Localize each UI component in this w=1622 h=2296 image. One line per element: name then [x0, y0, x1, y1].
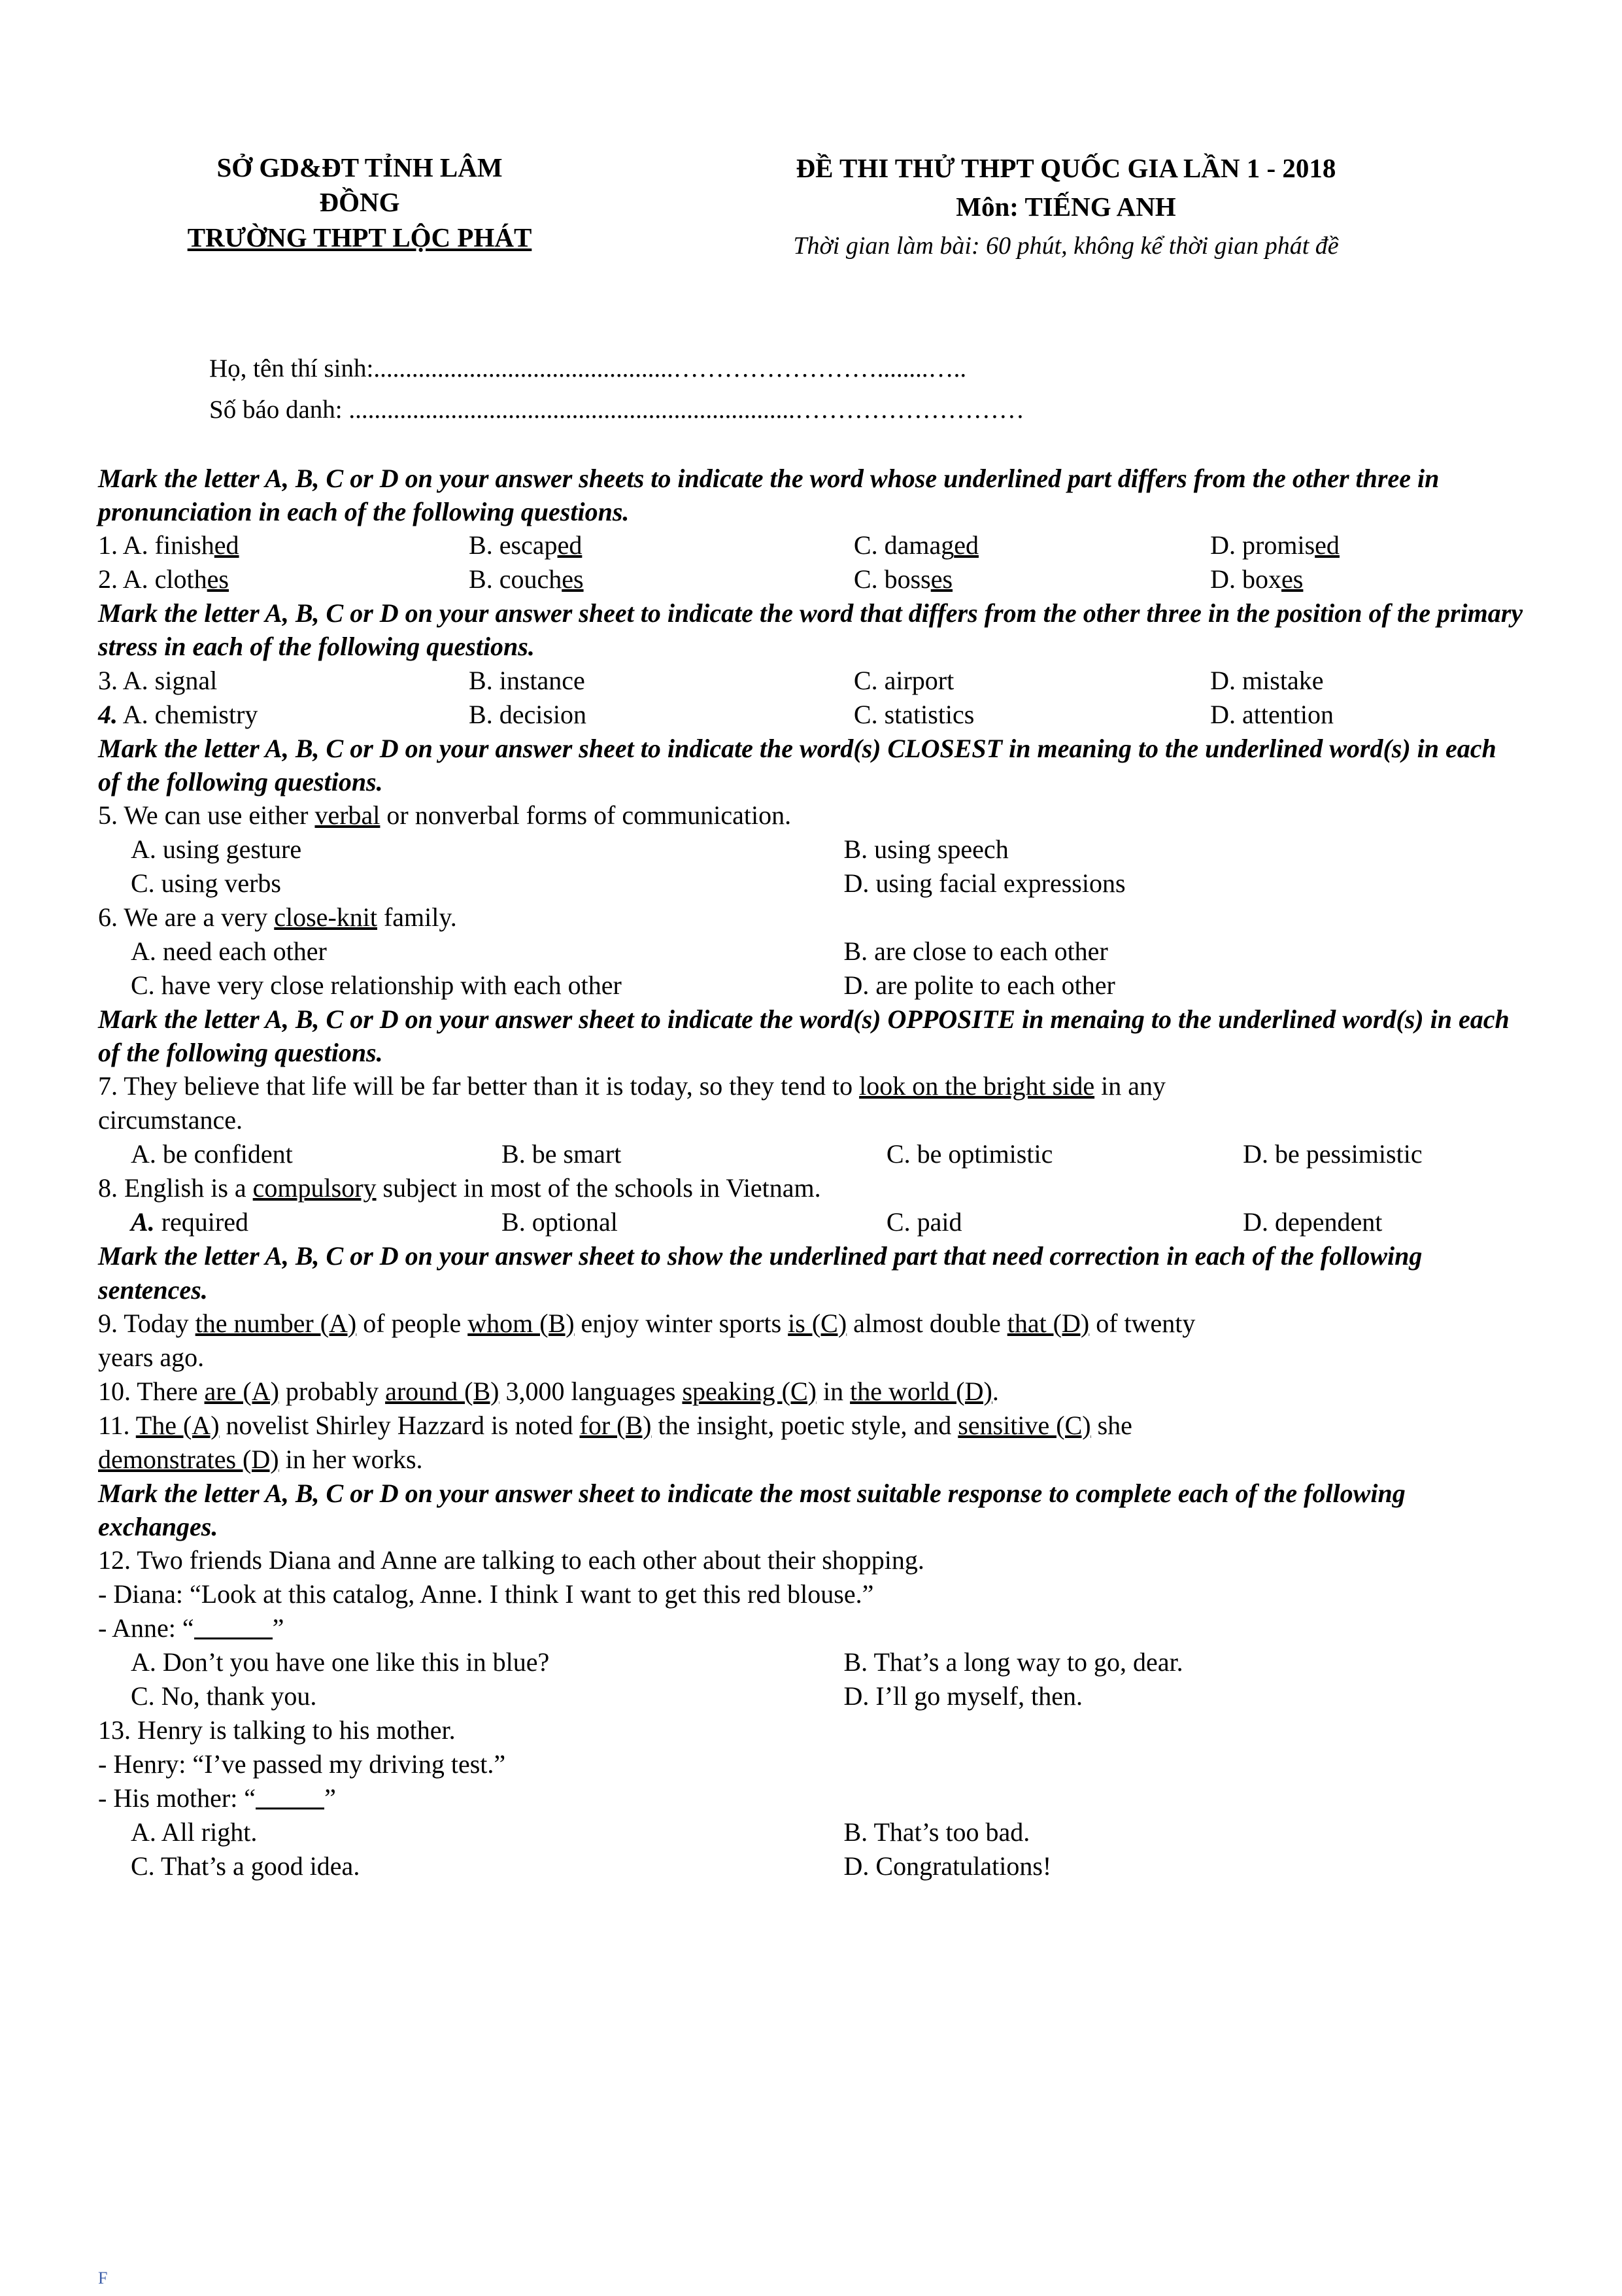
- question-5-stem: [98, 798, 1524, 832]
- q2-option-b[interactable]: [469, 562, 854, 596]
- q10-part4: in: [816, 1376, 851, 1406]
- q9-underline-a[interactable]: the number (A): [195, 1308, 357, 1338]
- q12-option-a[interactable]: A. Don’t you have one like this in blue?: [131, 1647, 550, 1677]
- instruction-exchanges: Mark the letter A, B, C or D on your answer sheet to indicate the most suitable response to complete each of the following exchanges.: [98, 1478, 1406, 1541]
- q1-d-text: D. promis: [1210, 530, 1315, 560]
- department-line2: ĐỒNG: [319, 187, 400, 218]
- question-12-options-row2: [98, 1679, 1557, 1713]
- q3-option-d[interactable]: D. mistake: [1210, 665, 1324, 695]
- q10-part1: 10. There: [98, 1376, 205, 1406]
- q9-underline-d[interactable]: that (D): [1007, 1308, 1090, 1338]
- instruction-stress: Mark the letter A, B, C or D on your answer sheet to indicate the word that differs from the other three in the position of the primary stress in each of the following questions.: [98, 598, 1523, 662]
- q1-c-underline: ed: [954, 530, 979, 560]
- q13-blank: [256, 1808, 324, 1809]
- q2-b-underline: es: [562, 564, 584, 594]
- question-12-line1: - Diana: “Look at this catalog, Anne. I think I want to get this red blouse.”: [98, 1579, 874, 1609]
- q8-option-a[interactable]: [131, 1205, 501, 1239]
- question-6-options-row2: [98, 968, 1557, 1002]
- question-11: [98, 1409, 1524, 1443]
- header-left-block: [98, 150, 608, 255]
- question-8-options: [98, 1205, 1557, 1239]
- question-13-line2: [98, 1781, 1524, 1815]
- q11-underline-c[interactable]: sensitive (C): [958, 1410, 1091, 1440]
- q2-option-c[interactable]: [854, 562, 1210, 596]
- question-7-stem: [98, 1069, 1524, 1103]
- q7-stem-post: in any: [1094, 1071, 1166, 1101]
- q11-part4: she: [1090, 1410, 1132, 1440]
- question-10: [98, 1375, 1524, 1409]
- q1-option-d[interactable]: [1210, 528, 1524, 562]
- school-name: TRƯỜNG THPT LỘC PHÁT: [187, 222, 532, 252]
- question-7-options: [98, 1137, 1557, 1171]
- q12-speaker: - Anne: “: [98, 1613, 194, 1643]
- q8-stem-pre: 8. English is a: [98, 1173, 253, 1203]
- exam-duration: Thời gian làm bài: 60 phút, không kể thời gian phát đề: [793, 232, 1339, 260]
- q12-blank: [194, 1637, 273, 1639]
- q3-option-a[interactable]: 3. A. signal: [98, 665, 218, 695]
- q2-option-d[interactable]: [1210, 562, 1524, 596]
- q6-option-b[interactable]: B. are close to each other: [843, 936, 1108, 967]
- page-bottom-mark: F: [98, 2269, 108, 2287]
- q7-stem-pre: 7. They believe that life will be far better than it is today, so they tend to: [98, 1071, 860, 1101]
- q12-option-c[interactable]: C. No, thank you.: [131, 1681, 317, 1711]
- q5-option-d[interactable]: D. using facial expressions: [843, 868, 1126, 899]
- exam-title: ĐỀ THI THỬ THPT QUỐC GIA LẦN 1 - 2018: [796, 153, 1336, 183]
- q8-stem-post: subject in most of the schools in Vietnam.: [376, 1173, 821, 1203]
- q6-option-a[interactable]: A. need each other: [131, 936, 327, 967]
- question-3: [98, 664, 1524, 698]
- q12-quote-close: ”: [272, 1613, 284, 1643]
- document-header: [98, 150, 1524, 263]
- q4-option-c[interactable]: C. statistics: [853, 699, 975, 729]
- q3-option-b[interactable]: B. instance: [469, 665, 585, 695]
- candidate-info: [98, 348, 1524, 430]
- q13-option-c[interactable]: C. That’s a good idea.: [131, 1851, 360, 1881]
- q8-option-d[interactable]: D. dependent: [1243, 1207, 1383, 1237]
- question-2: [98, 562, 1524, 596]
- q12-option-b[interactable]: B. That’s a long way to go, dear.: [843, 1647, 1183, 1677]
- q9-part1: 9. Today: [98, 1308, 195, 1338]
- question-7-stem-line2: circumstance.: [98, 1105, 243, 1135]
- q9-part2: of people: [356, 1308, 468, 1338]
- q7-option-b[interactable]: B. be smart: [501, 1139, 622, 1169]
- question-13-stem: 13. Henry is talking to his mother.: [98, 1715, 456, 1745]
- q9-part5: of twenty: [1089, 1308, 1196, 1338]
- q11-part2: novelist Shirley Hazzard is noted: [219, 1410, 580, 1440]
- q9-underline-b[interactable]: whom (B): [467, 1308, 575, 1338]
- q13-speaker: - His mother: “: [98, 1783, 256, 1813]
- question-12-line2: [98, 1611, 1524, 1645]
- q2-option-a[interactable]: [98, 562, 469, 596]
- question-5-options-row1: [98, 832, 1557, 866]
- q6-option-c[interactable]: C. have very close relationship with each other: [131, 970, 622, 1001]
- q2-d-text: D. box: [1210, 564, 1282, 594]
- instruction-opposite: Mark the letter A, B, C or D on your answer sheet to indicate the word(s) OPPOSITE in menaing to the underlined word(s) in each of the following questions.: [98, 1004, 1510, 1068]
- q13-quote-close: ”: [324, 1783, 336, 1813]
- q9-part4: almost double: [847, 1308, 1007, 1338]
- q4-option-d[interactable]: D. attention: [1210, 699, 1334, 729]
- q1-option-b[interactable]: [469, 528, 854, 562]
- question-6-options-row1: [98, 934, 1557, 968]
- q1-a-underline: ed: [214, 530, 239, 560]
- q1-option-c[interactable]: [854, 528, 1210, 562]
- question-8-stem: [98, 1171, 1524, 1205]
- q10-part5: .: [992, 1376, 999, 1406]
- q10-underline-a[interactable]: are (A): [204, 1376, 279, 1406]
- q8-a-label: A.: [131, 1207, 155, 1237]
- q7-option-d[interactable]: D. be pessimistic: [1243, 1139, 1423, 1169]
- q6-option-d[interactable]: D. are polite to each other: [843, 970, 1115, 1001]
- q8-option-c[interactable]: C. paid: [886, 1207, 962, 1237]
- q11-part1: 11.: [98, 1410, 136, 1440]
- q3-option-c[interactable]: C. airport: [853, 665, 955, 695]
- q6-stem-pre: 6. We are a very: [98, 902, 275, 933]
- q1-option-a[interactable]: [98, 528, 469, 562]
- exam-body: [98, 462, 1524, 1883]
- header-right-block: [608, 150, 1524, 263]
- question-1: [98, 528, 1524, 562]
- instruction-pronunciation: Mark the letter A, B, C or D on your answer sheets to indicate the word whose underlined part differs from the other three in pronunciation in each of the following questions.: [98, 463, 1440, 527]
- q7-option-a[interactable]: A. be confident: [131, 1139, 293, 1169]
- q13-option-d[interactable]: D. Congratulations!: [843, 1851, 1052, 1881]
- q7-stem-underlined: look on the bright side: [859, 1071, 1095, 1101]
- candidate-id-line: Số báo danh: ......................................................................………………………: [209, 395, 1024, 424]
- candidate-name-line: Họ, tên thí sinh:...............................................……………………........…..: [209, 354, 967, 383]
- q1-b-text: B. escap: [469, 530, 558, 560]
- q13-option-b[interactable]: B. That’s too bad.: [843, 1817, 1030, 1847]
- q11-underline-b[interactable]: for (B): [579, 1410, 652, 1440]
- q11-underline-a[interactable]: The (A): [135, 1410, 220, 1440]
- instruction-closest: Mark the letter A, B, C or D on your answer sheet to indicate the word(s) CLOSEST in meaning to the underlined word(s) in each of the following questions.: [98, 733, 1496, 797]
- question-6-stem: [98, 900, 1524, 934]
- q4-number: 4.: [98, 699, 118, 729]
- q2-d-underline: es: [1281, 564, 1304, 594]
- q10-underline-c[interactable]: speaking (C): [682, 1376, 817, 1406]
- q11-underline-d[interactable]: demonstrates (D): [98, 1444, 279, 1474]
- q2-a-underline: es: [207, 564, 229, 594]
- q4-option-b[interactable]: B. decision: [469, 699, 587, 729]
- instruction-correction: Mark the letter A, B, C or D on your answer sheet to show the underlined part that need correction in each of the following sentences.: [98, 1241, 1423, 1305]
- question-4: [98, 698, 1524, 732]
- question-9-line2: years ago.: [98, 1342, 205, 1372]
- q5-stem-pre: 5. We can use either: [98, 800, 315, 831]
- q10-part3: 3,000 languages: [499, 1376, 683, 1406]
- q1-d-underline: ed: [1315, 530, 1340, 560]
- q5-stem-post: or nonverbal forms of communication.: [380, 800, 792, 831]
- q2-a-text: 2. A. cloth: [98, 564, 207, 594]
- q13-option-a[interactable]: A. All right.: [131, 1817, 258, 1847]
- question-13-options-row2: [98, 1849, 1557, 1883]
- exam-subject: Môn: TIẾNG ANH: [956, 191, 1176, 222]
- question-9: [98, 1307, 1524, 1341]
- q8-option-b[interactable]: B. optional: [501, 1207, 618, 1237]
- q7-option-c[interactable]: C. be optimistic: [886, 1139, 1053, 1169]
- question-12-stem: 12. Two friends Diana and Anne are talking to each other about their shopping.: [98, 1545, 924, 1575]
- q6-stem-post: family.: [377, 902, 457, 933]
- q6-stem-underlined: close-knit: [274, 902, 377, 933]
- q10-part2: probably: [279, 1376, 386, 1406]
- q4-a-text: A. chemistry: [118, 699, 258, 729]
- q2-c-underline: es: [930, 564, 953, 594]
- q5-option-b[interactable]: B. using speech: [843, 834, 1009, 865]
- question-13-options-row1: [98, 1815, 1557, 1849]
- q9-part3: enjoy winter sports: [574, 1308, 788, 1338]
- q10-underline-d[interactable]: the world (D): [850, 1376, 992, 1406]
- q1-b-underline: ed: [557, 530, 583, 560]
- q2-b-text: B. couch: [469, 564, 562, 594]
- question-5-options-row2: [98, 866, 1557, 900]
- q12-option-d[interactable]: D. I’ll go myself, then.: [843, 1681, 1083, 1711]
- q10-underline-b[interactable]: around (B): [385, 1376, 499, 1406]
- q11-part3: the insight, poetic style, and: [651, 1410, 958, 1440]
- q5-option-a[interactable]: A. using gesture: [131, 834, 302, 865]
- question-13-line1: - Henry: “I’ve passed my driving test.”: [98, 1749, 506, 1779]
- question-12-options-row1: [98, 1645, 1557, 1679]
- q1-a-text: 1. A. finish: [98, 530, 214, 560]
- q11-part5: in her works.: [279, 1444, 423, 1474]
- q2-c-text: C. boss: [853, 564, 931, 594]
- question-11-line2: [98, 1443, 1524, 1477]
- q8-stem-underlined: compulsory: [252, 1173, 377, 1203]
- q8-a-text: required: [154, 1207, 248, 1237]
- department-line1: SỞ GD&ĐT TỈNH LÂM: [216, 152, 503, 182]
- q9-underline-c[interactable]: is (C): [788, 1308, 847, 1338]
- q5-stem-underlined: verbal: [314, 800, 380, 831]
- q1-c-text: C. damag: [853, 530, 955, 560]
- q5-option-c[interactable]: C. using verbs: [131, 868, 281, 899]
- q4-option-a[interactable]: [98, 698, 469, 732]
